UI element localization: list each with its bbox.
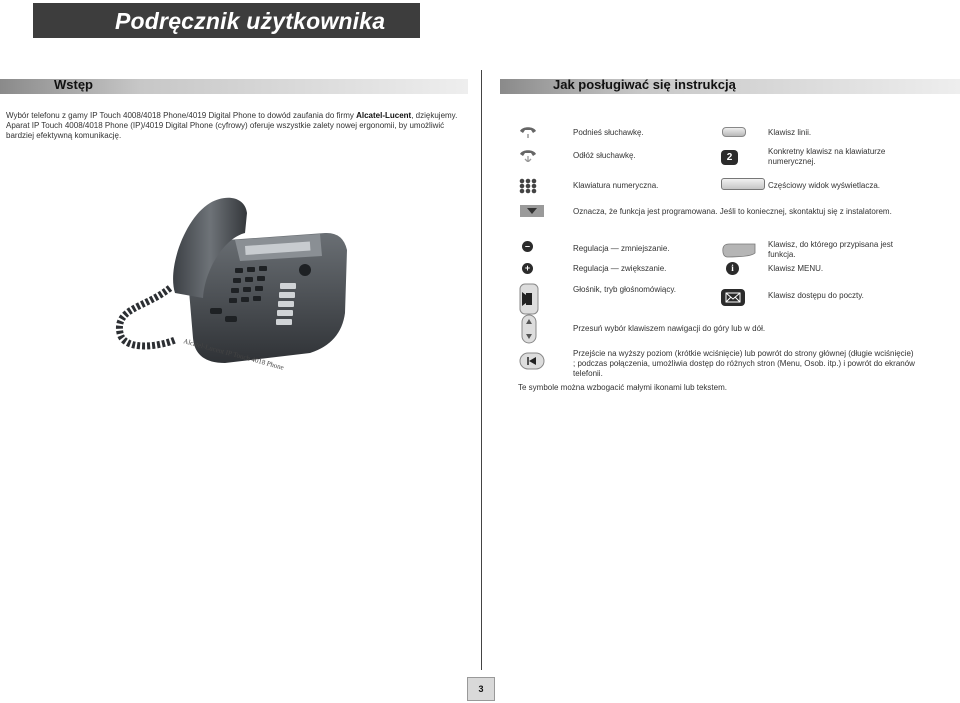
navigation-icon	[521, 314, 537, 344]
intro-brand: Alcatel-Lucent	[356, 111, 412, 120]
info-menu-icon: i	[726, 262, 739, 275]
label-hang-up: Odłóż słuchawkę.	[573, 151, 636, 160]
keypad-icon	[519, 178, 537, 194]
label-num-key: Konkretny klawisz na klawiaturze numerycznej.	[768, 147, 886, 166]
intro-text	[6, 111, 474, 141]
label-func-key: Klawisz, do którego przypisana jest funkcja.	[768, 240, 893, 259]
intro-line1-pre: Wybór telefonu z gamy IP Touch 4008/4018 Phone/4019 Digital Phone to dowód zaufania do firmy	[6, 111, 357, 120]
handset-pickup-icon	[518, 125, 538, 139]
digit-key-icon: 2	[721, 150, 738, 165]
column-divider	[481, 70, 482, 670]
label-programmed: Oznacza, że funkcja jest programowana. Jeśli to koniecznej, skontaktuj się z instalatorem.	[573, 207, 892, 216]
page-title: Podręcznik użytkownika	[115, 8, 386, 34]
label-vol-up: Regulacja — zwiększanie.	[573, 264, 667, 273]
intro-line2: Aparat IP Touch 4008/4018 Phone (IP)/4019 Digital Phone (cyfrowy) oferuje wszystkie zalety nowej ergonomii, by umożliwić bardziej efektywną komunikację.	[6, 121, 445, 140]
function-key-icon	[721, 243, 757, 258]
section-title-howto: Jak posługiwać się instrukcją	[553, 77, 736, 92]
header-bar	[33, 3, 420, 38]
label-line-key: Klawisz linii.	[768, 128, 812, 137]
footnote: Te symbole można wzbogacić małymi ikonami lub tekstem.	[518, 383, 727, 392]
volume-up-icon: +	[522, 263, 533, 274]
label-speaker: Głośnik, tryb głośnomówiący.	[573, 285, 676, 294]
intro-line1-post: , dziękujemy.	[411, 111, 458, 120]
programmed-icon	[520, 205, 544, 217]
label-display: Częściowy widok wyświetlacza.	[768, 181, 881, 190]
speaker-icon	[519, 283, 539, 315]
page-number: 3	[467, 677, 495, 701]
phone-illustration	[75, 158, 385, 373]
line-key-icon	[722, 127, 746, 137]
label-back: Przejście na wyższy poziom (krótkie wciśnięcie) lub powrót do strony głównej (długie wciśnięcie) ; podczas połączenia, umożliwia dostęp do różnych stron (Menu, Osob. itp.) i powrót do ekranów telefonii.	[573, 349, 915, 378]
mail-icon	[721, 289, 745, 306]
label-vol-down: Regulacja — zmniejszanie.	[573, 244, 670, 253]
phone-image	[75, 158, 385, 373]
handset-hangup-icon	[518, 148, 538, 162]
back-icon	[519, 352, 545, 370]
phone-caption: Alcatel-Lucent IP Touch 4018 Phone	[182, 337, 285, 372]
label-pick-up: Podnieś słuchawkę.	[573, 128, 644, 137]
label-mail-key: Klawisz dostępu do poczty.	[768, 291, 864, 300]
volume-down-icon: –	[522, 241, 533, 252]
display-icon	[721, 178, 765, 190]
label-nav: Przesuń wybór klawiszem nawigacji do góry lub w dół.	[573, 324, 766, 333]
section-title-intro: Wstęp	[54, 77, 93, 92]
label-keypad: Klawiatura numeryczna.	[573, 181, 659, 190]
label-menu-key: Klawisz MENU.	[768, 264, 824, 273]
